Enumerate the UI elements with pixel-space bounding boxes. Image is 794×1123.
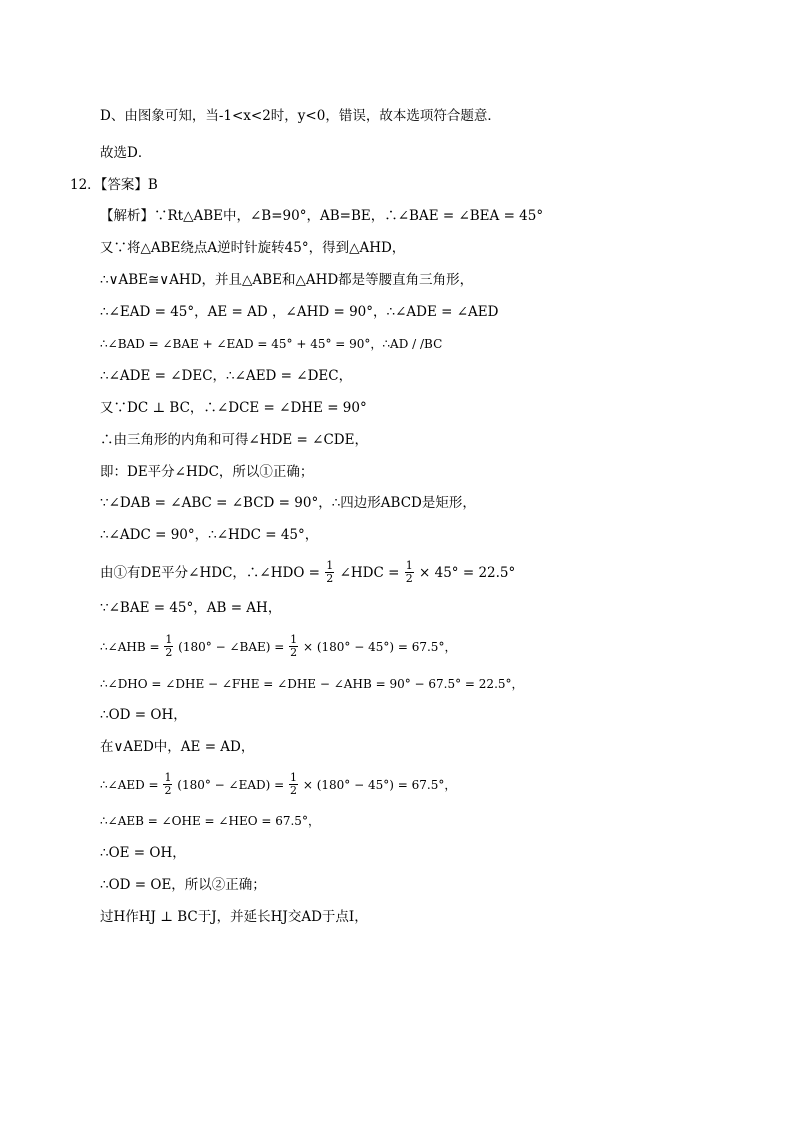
solution-line-21: ∴OD = OE，所以②正确； <box>100 877 266 893</box>
solution-line-1: 【解析】∵Rt△ABE中，∠B=90°，AB=BE，∴∠BAE = ∠BEA = 45° <box>100 208 544 224</box>
solution-line-4: ∴∠EAD = 45°，AE = AD ，∠AHD = 90°，∴∠ADE = ∠AED <box>100 304 499 320</box>
solution-line-6: ∴∠ADE = ∠DEC，∴∠AED = ∠DEC， <box>100 368 353 384</box>
fraction-numerator: 1 <box>290 633 298 646</box>
fraction-numerator: 1 <box>164 771 172 784</box>
fraction-numerator: 1 <box>290 771 298 784</box>
expr-mid: (180° − ∠EAD) = <box>177 777 285 792</box>
solution-line-7: 又∵DC ⊥ BC，∴∠DCE = ∠DHE = 90° <box>100 400 367 416</box>
expr-post: × (180° − 45°) = 67.5°， <box>302 777 457 792</box>
solution-line-12 <box>100 560 515 585</box>
solution-line-3: ∴∨ABE≅∨AHD，并且△ABE和△AHD都是等腰直角三角形， <box>100 272 474 288</box>
expr-pre: 由①有DE平分∠HDC，∴∠HDO = <box>100 564 320 581</box>
solution-line-14 <box>100 634 456 659</box>
fraction-half <box>163 772 172 797</box>
fraction-half <box>289 772 298 797</box>
solution-line-17: 在∨AED中，AE = AD， <box>100 739 255 755</box>
expr-mid: (180° − ∠BAE) = <box>178 639 285 654</box>
expr-mid: ∠HDC = <box>339 564 400 581</box>
expr-post: × (180° − 45°) = 67.5°， <box>302 639 457 654</box>
solution-line-11: ∴∠ADC = 90°，∴∠HDC = 45°， <box>100 527 319 543</box>
question-12-answer: 12．【答案】B <box>70 177 158 193</box>
solution-line-5: ∴∠BAD = ∠BAE + ∠EAD = 45° + 45° = 90°，∴AD / /BC <box>100 337 443 351</box>
fraction-half <box>325 560 334 585</box>
fraction-denominator: 2 <box>165 646 173 659</box>
fraction-half <box>164 634 173 659</box>
text-line-option-d: D、由图象可知，当-1<x<2时，y<0，错误，故本选项符合题意． <box>100 108 501 124</box>
solution-line-10: ∵∠DAB = ∠ABC = ∠BCD = 90°，∴四边形ABCD是矩形， <box>100 495 476 511</box>
fraction-denominator: 2 <box>290 646 298 659</box>
fraction-denominator: 2 <box>405 572 413 585</box>
solution-line-16: ∴OD = OH， <box>100 707 187 723</box>
fraction-numerator: 1 <box>405 559 413 572</box>
expr-pre: ∴∠AHB = <box>100 639 160 654</box>
solution-line-15: ∴∠DHO = ∠DHE − ∠FHE = ∠DHE − ∠AHB = 90° − 67.5° = 22.5°， <box>100 677 524 691</box>
fraction-numerator: 1 <box>326 559 334 572</box>
expr-pre: ∴∠AED = <box>100 777 159 792</box>
expr-post: × 45° = 22.5° <box>419 564 516 581</box>
solution-line-13: ∵∠BAE = 45°，AB = AH， <box>100 600 282 616</box>
solution-line-9: 即：DE平分∠HDC，所以①正确； <box>100 464 314 480</box>
solution-line-8: ∴由三角形的内角和可得∠HDE = ∠CDE， <box>100 432 368 448</box>
solution-line-20: ∴OE = OH， <box>100 845 186 861</box>
solution-line-18 <box>100 772 456 797</box>
fraction-half <box>289 634 298 659</box>
fraction-numerator: 1 <box>165 633 173 646</box>
fraction-half <box>405 560 414 585</box>
solution-line-2: 又∵将△ABE绕点A逆时针旋转45°，得到△AHD， <box>100 240 406 256</box>
fraction-denominator: 2 <box>290 784 298 797</box>
fraction-denominator: 2 <box>164 784 172 797</box>
solution-line-19: ∴∠AEB = ∠OHE = ∠HEO = 67.5°， <box>100 814 320 828</box>
fraction-denominator: 2 <box>326 572 334 585</box>
solution-line-22: 过H作HJ ⊥ BC于J，并延长HJ交AD于点I， <box>100 909 368 925</box>
text-line-choose-d: 故选D． <box>100 145 152 161</box>
